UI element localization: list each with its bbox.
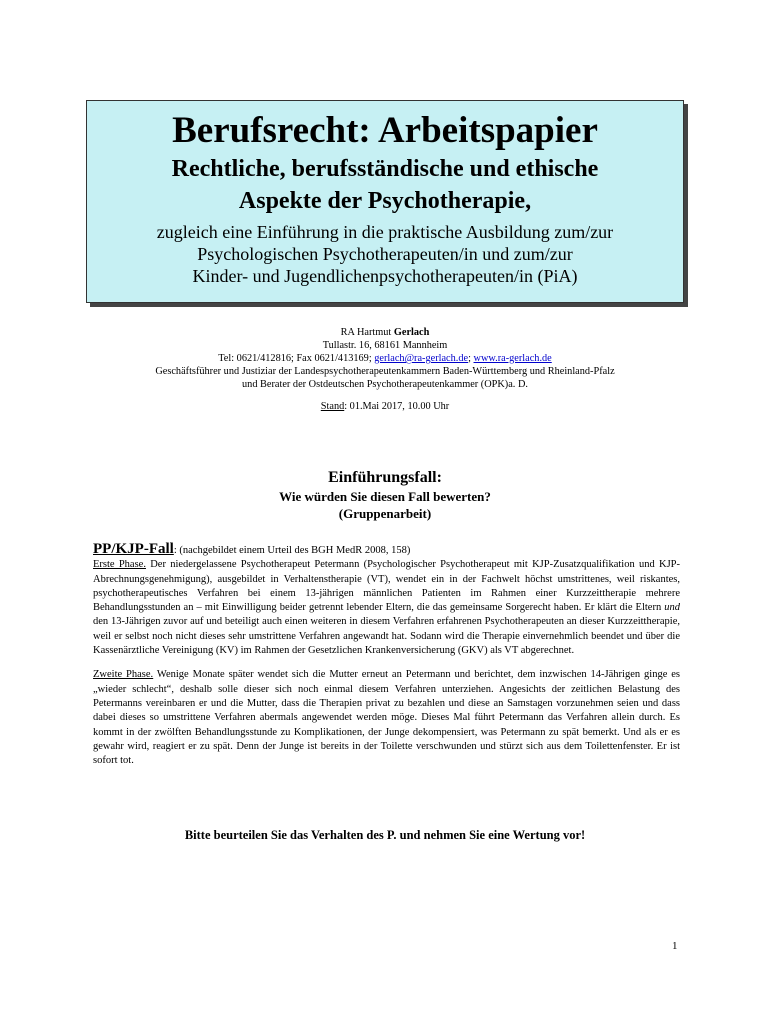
title-box [86,100,684,303]
case-question: Wie würden Sie diesen Fall bewerten? [279,489,491,504]
phase-2-label: Zweite Phase. [93,669,154,681]
phase-1-text-a: Der niedergelassene Psychotherapeut Petermann (Psychologischer Psychotherapeut mit KJP-Zusatzqualifikation und KJP-Abrechnungsgenehmigung), ausgebildet in Verhaltenstherapie (VT), wendet ein in der Fachwelt höchst umstrittenes, weil riskantes, psychotherapeutisches Verfahren bei einem 13-jährigen männlichen Patienten im Rahmen einer Kurzzeittherapie mehrere Behandlungsstunden an – mit Einwilligung beider getrennt lebender Eltern, die das gemeinsame Sorgerecht haben. Er klärt die Eltern [93,559,680,614]
website-link[interactable]: www.ra-gerlach.de [473,353,552,364]
author-prefix: RA Hartmut [340,327,394,338]
tel-fax: Tel: 0621/412816; Fax 0621/413169; [218,353,375,364]
phase-1-text-b: den 13-Jährigen zuvor auf und beteiligt auch einen weiteren in diesem Verfahren erfahrenen Psychotherapeuten an dieser Kurzzeittherapie, weil er selbst noch nicht dieses sehr umstrittene Verfahren angewandt hat. Sodann wird die Therapie einvernehmlich beendet und über die Kassenärztliche Vereinigung (KV) im Rahmen der Gesetzlichen Krankenversicherung (GKV) als VT abgerechnet. [93,616,680,657]
subtitle-line-2: Aspekte der Psychotherapie, [238,188,532,214]
author-role-line-1: Geschäftsführer und Justiziar der Landespsychotherapeutenkammern Baden-Württemberg und Rheinland-Pfalz [155,366,615,377]
case-body [93,542,680,768]
phase-2-paragraph [93,668,680,768]
page-number: 1 [672,940,678,952]
phase-1-und: und [664,602,680,614]
case-title-line [93,542,680,558]
stand-value: : 01.Mai 2017, 10.00 Uhr [344,401,450,412]
case-source-note: : (nachgebildet einem Urteil des BGH MedR 2008, 158) [173,545,411,556]
case-group: (Gruppenarbeit) [338,506,432,521]
author-block [86,326,684,413]
case-heading: Einführungsfall: [328,469,442,486]
paragraph-gap [93,658,680,668]
description-line-3: Kinder- und Jugendlichenpsychotherapeuten/in (PiA) [192,266,578,286]
phase-2-text: Wenige Monate später wendet sich die Mutter erneut an Petermann und berichtet, dem inzwischen 14-Jährigen ginge es „wieder schlecht“, deshalb solle dieser sich noch einmal diesem Verfahren unterziehen. Angesichts der zeitlichen Belastung des Petermanns vereinbaren er und die Mutter, dass die Therapien privat zu bezahlen und diese an Samstagen vorzunehmen seien und dass dabei dieses so umstrittene Verfahren abermals angewendet werden möge. Dieses Mal führt Petermann das Verfahren allein durch. Es kommt in der zwölften Behandlungsstunde zu Komplikationen, der Junge dekompensiert, was Petermann zu spät bemerkt. Und als er es gewahr wird, reagiert er zu spät. Denn der Junge ist bereits in der Toilette verschwunden und stürzt sich aus dem Toilettenfenster. Er ist sofort tot. [93,669,680,767]
phase-1-label: Erste Phase. [93,559,146,571]
description-line-2: Psychologischen Psychotherapeuten/in und zum/zur [197,244,573,264]
author-role-line-2: und Berater der Ostdeutschen Psychotherapeutenkammer (OPK)a. D. [242,379,528,390]
closing-instruction: Bitte beurteilen Sie das Verhalten des P. und nehmen Sie eine Wertung vor! [184,828,586,842]
stand-date [86,400,684,413]
author-name [86,326,684,339]
email-link[interactable]: gerlach@ra-gerlach.de [374,353,469,364]
case-title: PP/KJP-Fall [93,541,174,557]
subtitle-line-1: Rechtliche, berufsständische und ethische [171,156,599,182]
document-title: Berufsrecht: Arbeitspapier [172,110,598,151]
case-heading-block [86,468,684,522]
stand-label: Stand [320,401,345,412]
author-address: Tullastr. 16, 68161 Mannheim [322,340,448,351]
author-surname: Gerlach [393,327,430,338]
description-line-1: zugleich eine Einführung in die praktische Ausbildung zum/zur [156,222,614,242]
phase-1-paragraph [93,558,680,658]
contact-separator: ; [468,353,474,364]
description [87,221,683,287]
author-contact [86,352,684,365]
